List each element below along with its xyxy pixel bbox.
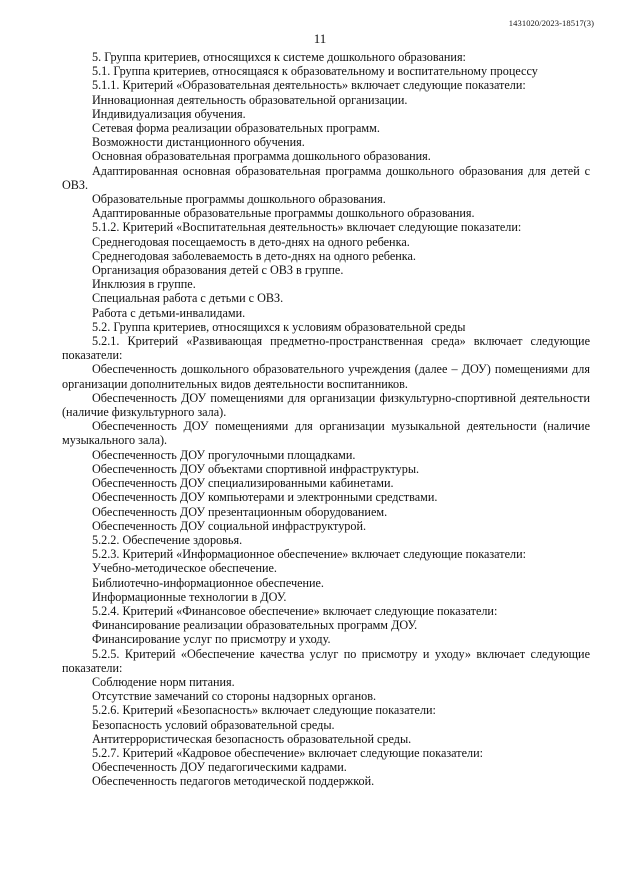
indicator-item: Отсутствие замечаний со стороны надзорных органов. — [92, 689, 376, 704]
criterion-heading: 5.1.2. Критерий «Воспитательная деятельность» включает следующие показатели: — [92, 220, 522, 235]
criterion-heading: 5.2.2. Обеспечение здоровья. — [92, 532, 243, 547]
document-body — [62, 50, 590, 789]
indicator-item: Обеспеченность ДОУ объектами спортивной инфраструктуры. — [92, 461, 420, 476]
indicator-item: Возможности дистанционного обучения. — [92, 135, 305, 150]
indicator-item: Адаптированная основная образовательная программа дошкольного образования для детей с ОВЗ. — [62, 163, 590, 192]
indicator-item: Учебно-методическое обеспечение. — [92, 561, 277, 576]
criterion-heading: 5.2.6. Критерий «Безопасность» включает следующие показатели: — [92, 703, 436, 718]
indicator-item: Антитеррористическая безопасность образовательной среды. — [92, 731, 412, 746]
indicator-item: Финансирование реализации образовательных программ ДОУ. — [92, 618, 418, 633]
indicator-item: Среднегодовая посещаемость в дето-днях на одного ребенка. — [92, 234, 410, 249]
indicator-item: Безопасность условий образовательной среды. — [92, 717, 335, 732]
indicator-item: Адаптированные образовательные программы дошкольного образования. — [92, 206, 475, 221]
indicator-item: Обеспеченность ДОУ педагогическими кадрами. — [92, 760, 347, 775]
criterion-heading: 5.2.4. Критерий «Финансовое обеспечение» включает следующие показатели: — [92, 603, 498, 618]
indicator-item: Индивидуализация обучения. — [92, 106, 246, 121]
criterion-heading: 5.2.1. Критерий «Развивающая предметно-пространственная среда» включает следующие показатели: — [62, 334, 590, 363]
indicator-item: Инновационная деятельность образовательной организации. — [92, 92, 408, 107]
indicator-item: Среднегодовая заболеваемость в дето-днях на одного ребенка. — [92, 248, 416, 263]
criterion-heading: 5.1.1. Критерий «Образовательная деятельность» включает следующие показатели: — [92, 78, 526, 93]
indicator-item: Специальная работа с детьми с ОВЗ. — [92, 291, 284, 306]
indicator-item: Обеспеченность ДОУ помещениями для организации физкультурно-спортивной деятельности (наличие физкультурного зала). — [62, 390, 590, 420]
indicator-item: Сетевая форма реализации образовательных программ. — [92, 121, 380, 136]
indicator-item: Инклюзия в группе. — [92, 277, 196, 292]
indicator-item: Соблюдение норм питания. — [92, 674, 235, 689]
criterion-heading: 5.2.7. Критерий «Кадровое обеспечение» включает следующие показатели: — [92, 745, 483, 760]
page-number: 11 — [313, 31, 327, 46]
indicator-item: Обеспеченность ДОУ социальной инфраструктурой. — [92, 518, 367, 533]
indicator-item: Обеспеченность ДОУ помещениями для организации музыкальной деятельности (наличие музыкального зала). — [62, 419, 590, 448]
indicator-item: Обеспеченность ДОУ презентационным оборудованием. — [92, 504, 388, 519]
subsection-heading: 5.2. Группа критериев, относящихся к условиям образовательной среды — [92, 319, 466, 334]
criterion-heading: 5.2.5. Критерий «Обеспечение качества услуг по присмотру и уходу» включает следующие показатели: — [62, 646, 590, 675]
indicator-item: Финансирование услуг по присмотру и уходу. — [92, 632, 331, 647]
indicator-item: Обеспеченность ДОУ компьютерами и электронными средствами. — [92, 490, 438, 505]
indicator-item: Библиотечно-информационное обеспечение. — [92, 575, 324, 590]
indicator-item: Образовательные программы дошкольного образования. — [92, 192, 386, 207]
indicator-item: Обеспеченность педагогов методической поддержкой. — [92, 774, 375, 789]
document-number: 1431020/2023-18517(3) — [508, 18, 594, 28]
indicator-item: Обеспеченность ДОУ специализированными кабинетами. — [92, 476, 394, 491]
indicator-item: Обеспеченность ДОУ прогулочными площадками. — [92, 447, 356, 462]
indicator-item: Работа с детьми-инвалидами. — [92, 305, 246, 320]
section-heading: 5. Группа критериев, относящихся к системе дошкольного образования: — [92, 50, 466, 64]
indicator-item: Обеспеченность дошкольного образовательного учреждения (далее – ДОУ) помещениями для организации дополнительных видов деятельности воспитанников. — [62, 362, 590, 391]
indicator-item: Организация образования детей с ОВЗ в группе. — [92, 263, 344, 278]
criterion-heading: 5.2.3. Критерий «Информационное обеспечение» включает следующие показатели: — [92, 547, 527, 562]
indicator-item: Информационные технологии в ДОУ. — [92, 589, 287, 604]
subsection-heading: 5.1. Группа критериев, относящаяся к образовательному и воспитательному процессу — [92, 64, 538, 79]
indicator-item: Основная образовательная программа дошкольного образования. — [92, 149, 431, 164]
